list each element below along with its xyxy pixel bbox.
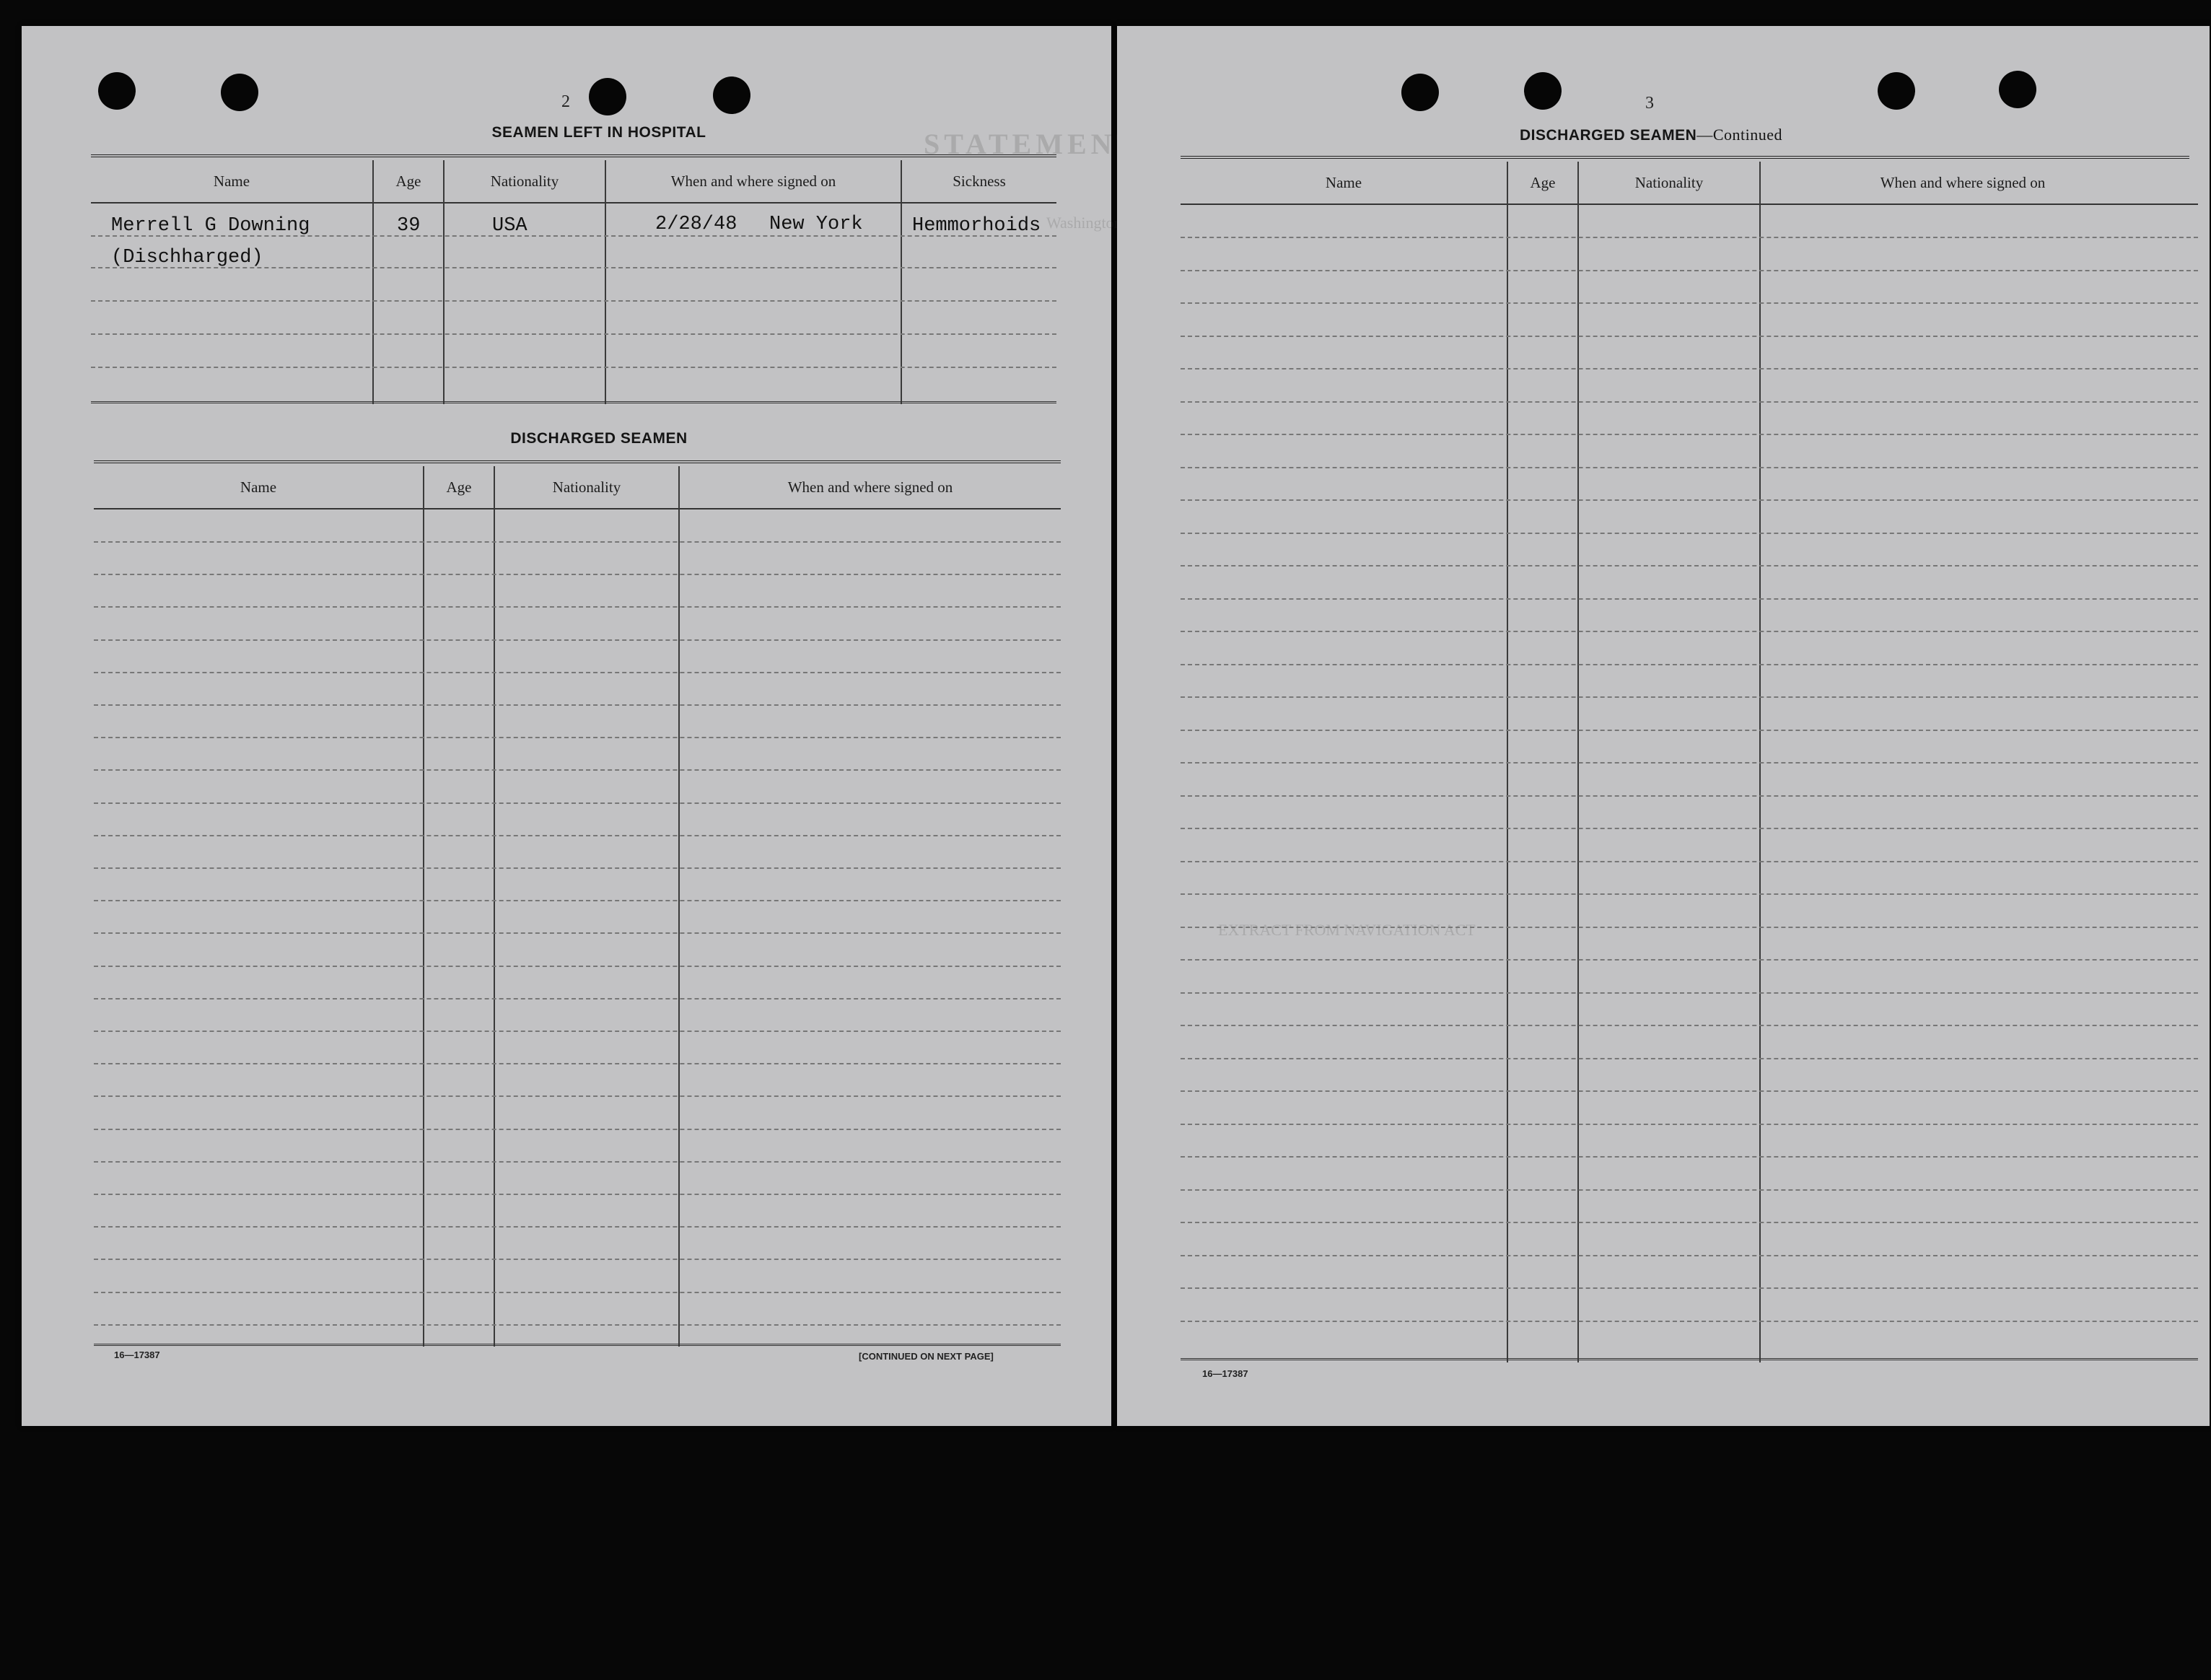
row-line	[1181, 927, 2198, 928]
col-header-nationality: Nationality	[490, 172, 559, 190]
row-line	[94, 672, 1061, 673]
row-line	[94, 966, 1061, 967]
row-line	[91, 333, 1056, 335]
row-line	[1181, 401, 2198, 403]
row-line	[1181, 598, 2198, 600]
row-line	[94, 639, 1061, 641]
column-divider	[678, 466, 680, 1347]
row-line	[94, 769, 1061, 771]
row-line	[91, 300, 1056, 302]
column-divider	[494, 466, 495, 1347]
bleed-through-text: STATEMENT	[924, 128, 1139, 160]
row-line	[94, 606, 1061, 608]
row-line	[1181, 237, 2198, 238]
hospital-section-title: SEAMEN LEFT IN HOSPITAL	[491, 124, 706, 141]
row-line	[1181, 992, 2198, 994]
row-line	[1181, 631, 2198, 632]
discharged-section-title: DISCHARGED SEAMEN	[510, 430, 688, 447]
header-rule	[91, 202, 1056, 204]
col-header-signed-on: When and where signed on	[1880, 174, 2046, 191]
row-line	[1181, 1058, 2198, 1059]
title-main: DISCHARGED SEAMEN	[1519, 127, 1697, 144]
row-line	[94, 574, 1061, 575]
seaman-status-note: (Dischharged)	[111, 247, 263, 268]
row-line	[1181, 893, 2198, 895]
title-rule	[94, 460, 1061, 463]
punch-hole	[221, 74, 258, 111]
row-line	[1181, 1090, 2198, 1092]
right-page	[1117, 26, 2210, 1426]
row-line	[94, 1194, 1061, 1195]
row-line	[1181, 696, 2198, 698]
punch-hole	[1524, 72, 1562, 110]
row-line	[1181, 1156, 2198, 1158]
row-line	[1181, 861, 2198, 862]
col-header-signed-on: When and where signed on	[670, 172, 836, 190]
row-line	[94, 704, 1061, 706]
row-line	[94, 1129, 1061, 1130]
punch-hole	[589, 78, 626, 115]
row-line	[1181, 368, 2198, 369]
discharged-table-continued	[1181, 162, 2198, 1331]
punch-hole	[1999, 71, 2036, 108]
row-line	[1181, 828, 2198, 829]
row-line	[94, 737, 1061, 738]
seaman-name: Merrell G Downing	[111, 215, 310, 237]
row-line	[1181, 270, 2198, 271]
row-line	[94, 998, 1061, 999]
col-header-nationality: Nationality	[1634, 174, 1704, 191]
row-line	[1181, 1124, 2198, 1125]
seaman-age: 39	[397, 215, 421, 237]
row-line	[94, 541, 1061, 543]
form-code: 16—17387	[1202, 1368, 1248, 1379]
page-number: 3	[1645, 94, 1654, 113]
row-line	[1181, 1189, 2198, 1191]
row-line	[1181, 1321, 2198, 1322]
column-divider	[423, 466, 424, 1347]
col-header-age: Age	[446, 478, 472, 496]
col-header-signed-on: When and where signed on	[787, 478, 953, 496]
table-bottom-rule	[91, 401, 1056, 403]
punch-hole	[98, 72, 136, 110]
seaman-sickness: Hemmorhoids	[912, 215, 1041, 237]
header-rule	[1181, 204, 2198, 205]
title-rule	[91, 154, 1056, 157]
header-rule	[94, 508, 1061, 509]
row-line	[94, 802, 1061, 804]
row-line	[1181, 1255, 2198, 1256]
row-line	[91, 367, 1056, 368]
row-line	[94, 867, 1061, 869]
row-line	[94, 900, 1061, 901]
row-line	[1181, 1222, 2198, 1223]
table-bottom-rule	[1181, 1358, 2198, 1360]
row-line	[1181, 565, 2198, 566]
row-line	[1181, 434, 2198, 435]
punch-hole	[1878, 72, 1915, 110]
col-header-name: Name	[1325, 174, 1362, 191]
bleed-through-text: EXTRACT FROM NAVIGATION ACT	[1218, 921, 1476, 939]
col-header-age: Age	[1530, 174, 1556, 191]
row-line	[94, 1259, 1061, 1260]
row-line	[94, 1292, 1061, 1293]
col-header-age: Age	[395, 172, 421, 190]
row-line	[94, 1161, 1061, 1163]
punch-hole	[1401, 74, 1439, 111]
row-line	[94, 1095, 1061, 1097]
col-header-nationality: Nationality	[552, 478, 621, 496]
col-header-name: Name	[213, 172, 250, 190]
row-line	[94, 1063, 1061, 1064]
row-line	[94, 932, 1061, 934]
left-page	[22, 26, 1160, 1426]
hospital-table	[91, 160, 1056, 404]
row-line	[94, 835, 1061, 836]
row-line	[1181, 664, 2198, 665]
row-line	[1181, 533, 2198, 534]
row-line	[1181, 795, 2198, 797]
table-bottom-rule	[94, 1344, 1061, 1346]
row-line	[1181, 499, 2198, 501]
bleed-through-text: Washington, D.C.	[1046, 214, 1160, 232]
row-line	[1181, 1287, 2198, 1289]
row-line	[94, 1031, 1061, 1032]
continued-note: [CONTINUED ON NEXT PAGE]	[859, 1351, 994, 1362]
title-continued: —Continued	[1696, 126, 1783, 144]
row-line	[1181, 1025, 2198, 1026]
signed-on-place: New York	[769, 214, 863, 235]
discharged-continued-title	[1362, 126, 1940, 144]
row-line	[1181, 467, 2198, 468]
punch-hole	[713, 76, 750, 114]
row-line	[1181, 302, 2198, 304]
discharged-table	[94, 466, 1061, 1347]
title-rule	[1181, 156, 2189, 159]
row-line	[94, 1324, 1061, 1326]
row-line	[1181, 336, 2198, 337]
col-header-sickness: Sickness	[953, 172, 1006, 190]
row-line	[1181, 730, 2198, 731]
row-line	[1181, 959, 2198, 961]
col-header-name: Name	[240, 478, 277, 496]
row-line	[1181, 762, 2198, 764]
row-line	[94, 1226, 1061, 1228]
signed-on-date: 2/28/48	[655, 214, 737, 235]
seaman-nationality: USA	[492, 215, 527, 237]
form-code: 16—17387	[114, 1349, 160, 1360]
page-number: 2	[561, 92, 570, 111]
